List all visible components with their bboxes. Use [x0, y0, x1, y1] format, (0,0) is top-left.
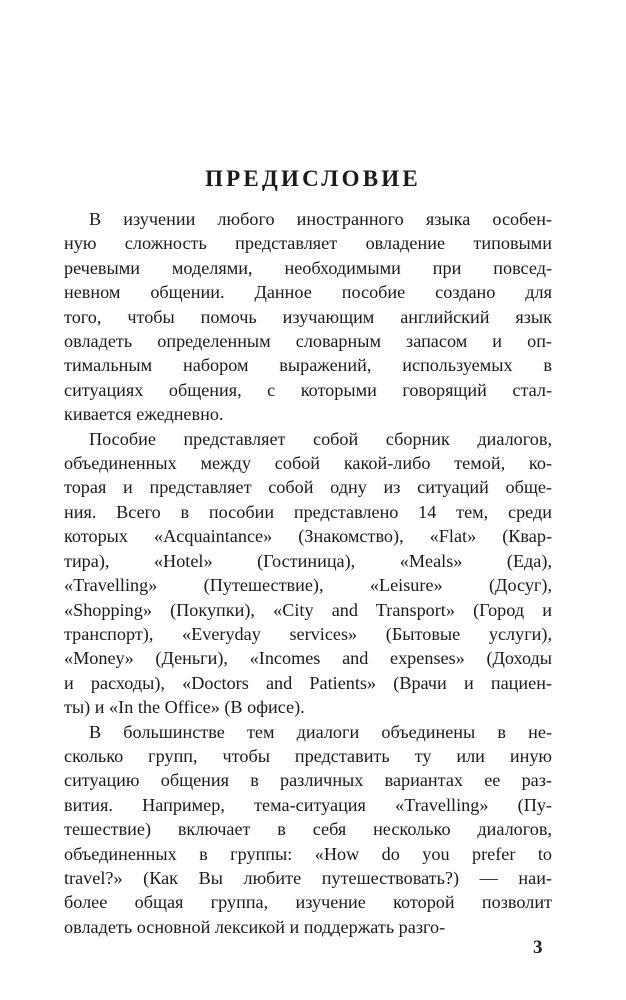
text-line: овладеть основной лексикой и поддержать разго-: [64, 916, 446, 937]
text-line: «Shopping» (Покупки), «City and Transport» (Город и: [64, 599, 552, 620]
text-line: овладеть определенным словарным запасом и оп-: [64, 331, 552, 352]
text-line: Пособие представляет собой сборник диалогов,: [89, 428, 552, 449]
paragraph: [64, 207, 552, 427]
page-title: ПРЕДИСЛОВИЕ: [205, 166, 421, 191]
text-line: сколько групп, чтобы представить ту или иную: [64, 745, 552, 766]
text-line: торая и представляет собой одну из ситуаций обще-: [64, 477, 552, 498]
page-number: 3: [533, 937, 543, 958]
text-line: В большинстве тем диалоги объединены в не-: [89, 721, 552, 742]
text-line: тира), «Hotel» (Гостиница), «Meals» (Еда),: [64, 550, 552, 571]
text-line: объединенных в группы: «How do you prefer to: [64, 843, 552, 864]
text-line: которых «Acquaintance» (Знакомство), «Flat» (Квар-: [64, 526, 552, 547]
text-line: В изучении любого иностранного языка особен-: [89, 209, 552, 229]
text-line: и расходы), «Doctors and Patients» (Врачи и пациен-: [64, 672, 552, 693]
text-line: объединенных между собой какой-либо темой, ко-: [64, 453, 552, 474]
paragraph: [64, 720, 552, 940]
text-line: ты) и «In the Office» (В офисе).: [64, 697, 305, 718]
text-line: речевыми моделями, необходимыми при повсед-: [64, 257, 552, 278]
text-line: travel?» (Как Вы любите путешествовать?) — наи-: [64, 867, 552, 888]
text-line: ситуацию общения в различных вариантах ее раз-: [64, 770, 552, 791]
text-line: транспорт), «Everyday services» (Бытовые услуги),: [64, 623, 552, 644]
paragraph: [64, 427, 552, 720]
text-line: тешествие) включает в себя несколько диалогов,: [64, 819, 552, 840]
text-line: невном общении. Данное пособие создано для: [64, 282, 552, 303]
text-line: ситуациях общения, с которыми говорящий стал-: [64, 379, 552, 400]
text-line: более общая группа, изучение которой позволит: [64, 892, 552, 913]
text-line: ную сложность представляет овладение типовыми: [64, 233, 552, 254]
text-line: ния. Всего в пособии представлено 14 тем, среди: [64, 501, 552, 522]
text-line: кивается ежедневно.: [64, 404, 224, 425]
text-line: «Money» (Деньги), «Incomes and expenses» (Доходы: [64, 648, 552, 669]
text-line: вития. Например, тема-ситуация «Travelling» (Пу-: [64, 794, 552, 815]
text-line: того, чтобы помочь изучающим английский язык: [64, 306, 552, 327]
body-text: [64, 207, 552, 939]
text-line: тимальным набором выражений, используемых в: [64, 355, 552, 376]
text-line: «Travelling» (Путешествие), «Leisure» (Досуг),: [64, 575, 552, 596]
